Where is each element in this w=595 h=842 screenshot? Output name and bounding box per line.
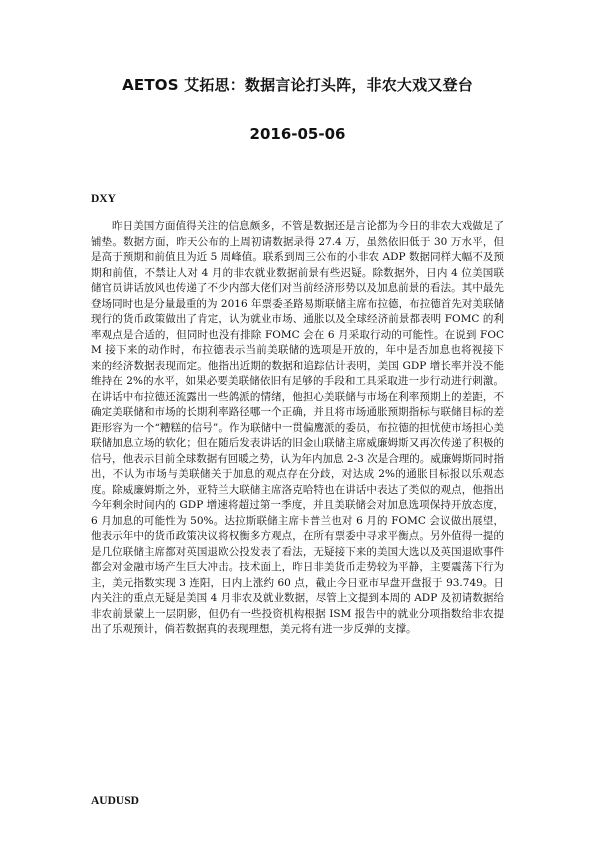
section-heading-audusd: AUDUSD — [91, 795, 139, 807]
section-heading-dxy: DXY — [91, 193, 116, 205]
section-paragraph-dxy: 昨日美国方面值得关注的信息颇多，不管是数据还是言论都为今日的非农大戏做足了铺垫。数据方面，昨天公布的上周初请数据录得 27.4 万，虽然依旧低于 30 万水平，但是高于预期和前值且为近 5 周峰值。联系到周三公布的小非农 ADP 数据同样大幅不及预期和前值，不禁让人对 4 月的非农就业数据前景有些迟疑。除数据外，日内 4 位美国联储官员讲话放风也传递了不少内部大佬们对当前经济形势以及加息前景的看法。其中最先登场同时也是分量最重的为 2016 年票委圣路易斯联储主席布拉德，布拉德首先对美联储现行的货币政策做出了肯定，认为就业市场、通胀以及全球经济前景都表明 FOMC 的利率观点是合适的，但同时也没有排除 FOMC 会在 6 月采取行动的可能性。在说到 FOCM 接下来的动作时，布拉德表示当前美联储的选项是开放的，年中是否加息也将视接下来的经济数据表现而定。他指出近期的数据和追踪估计表明，美国 GDP 增长率并没不能维持在 2%的水平，如果必要美联储依旧有足够的手段和工具采取进一步行动进行刺激。在讲话中布拉德还流露出一些鸽派的情绪，他担心美联储与市场在利率预期上的差距，不确定美联储和市场的长期利率路径哪一个正确，并且将市场通胀预期指标与联储目标的差距形容为一个“糟糕的信号”。作为联储中一贯偏鹰派的委员，布拉德的担忧使市场担心美联储加息立场的软化；但在随后发表讲话的旧金山联储主席威廉姆斯又再次传递了积极的信号，他表示目前全球数据有回暖之势，认为年内加息 2-3 次是合理的。威廉姆斯同时指出，不认为市场与美联储关于加息的观点存在分歧，对达成 2%的通胀目标报以乐观态度。除威廉姆斯之外，亚特兰大联储主席洛克哈特也在讲话中表达了类似的观点，他指出今年剩余时间内的 GDP 增速将超过第一季度，并且美联储会对加息选项保持开放态度，6 月加息的可能性为 50%。达拉斯联储主席卡普兰也对 6 月的 FOMC 会议做出展望，他表示年中的货币政策决议将权衡多方观点，在所有票委中寻求平衡点。另外值得一提的是几位联储主席都对英国退欧公投发表了看法，无疑接下来的美国大选以及英国退欧事件都会对金融市场产生巨大冲击。技术面上，昨日非美货币走势较为平静，主要震荡下行为主，美元指数实现 3 连阳，日内上涨约 60 点，截止今日亚市早盘开盘报于 93.749。日内关注的重点无疑是美国 4 月非农及就业数据，尽管上文提到本周的 ADP 及初请数据给非农前景蒙上一层阴影，但仍有一些投资机构根据 ISM 报告中的就业分项指数给非农提出了乐观预计，倘若数据真的表现理想，美元将有进一步反弹的支撑。 — [91, 220, 504, 635]
document-date: 2016-05-06 — [249, 125, 346, 143]
document-title: AETOS 艾拓思：数据言论打头阵，非农大戏又登台 — [122, 76, 473, 94]
